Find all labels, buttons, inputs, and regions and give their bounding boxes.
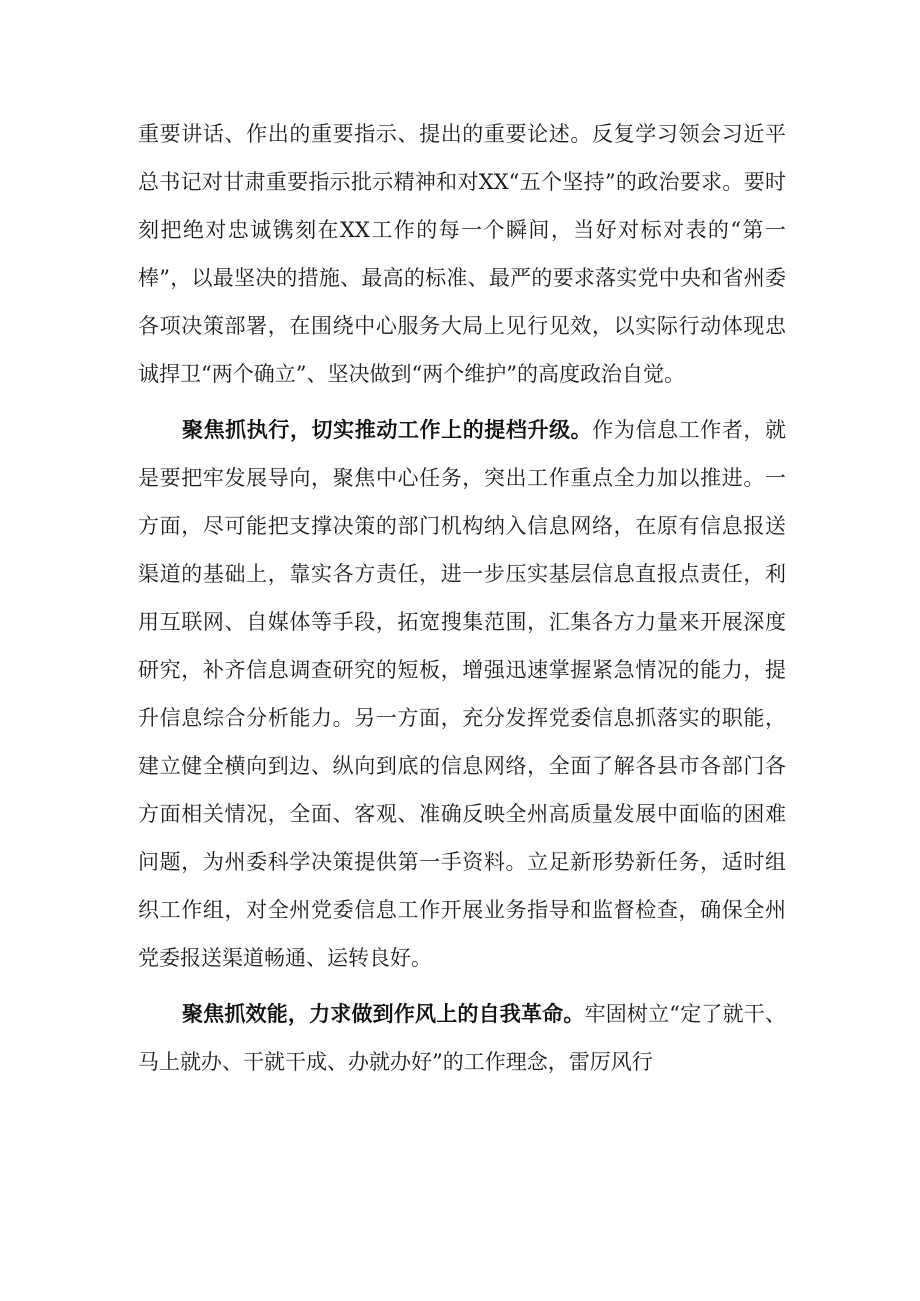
paragraph-2-heading: 聚焦抓执行，切实推动工作上的提档升级。 xyxy=(182,418,593,442)
paragraph-1-text: 重要讲话、作出的重要指示、提出的重要论述。反复学习领会习近平总书记对甘肃重要指示批示精神和对XX“五个坚持”的政治要求。要时刻把绝对忠诚镌刻在XX工作的每一个瞬间，当好对标对表的“第一棒”，以最坚决的措施、最高的标准、最严的要求落实党中央和省州委各项决策部署，在围绕中心服务大局上见行见效，以实际行动体现忠诚捍卫“两个确立”、坚决做到“两个维护”的高度政治自觉。 xyxy=(138,122,786,386)
paragraph-2-text: 作为信息工作者，就是要把牢发展导向，聚焦中心任务，突出工作重点全力加以推进。一方面，尽可能把支撑决策的部门机构纳入信息网络，在原有信息报送渠道的基础上，靠实各方责任，进一步压实基层信息直报点责任，利用互联网、自媒体等手段，拓宽搜集范围，汇集各方力量来开展深度研究，补齐信息调查研究的短板，增强迅速掌握紧急情况的能力，提升信息综合分析能力。另一方面，充分发挥党委信息抓落实的职能，建立健全横向到边、纵向到底的信息网络，全面了解各县市各部门各方面相关情况，全面、客观、准确反映全州高质量发展中面临的困难问题，为州委科学决策提供第一手资料。立足新形势新任务，适时组织工作组，对全州党委信息工作开展业务指导和监督检查，确保全州党委报送渠道畅通、运转良好。 xyxy=(138,418,787,970)
paragraph-1 xyxy=(138,110,786,398)
paragraph-3-text: 牢固树立“定了就干、马上就办、干就干成、办就办好”的工作理念，雷厉风行 xyxy=(138,1002,786,1074)
paragraph-2 xyxy=(138,406,786,982)
paragraph-3 xyxy=(138,990,786,1086)
document-body xyxy=(138,110,786,1094)
paragraph-3-heading: 聚焦抓效能，力求做到作风上的自我革命。 xyxy=(182,1002,585,1026)
